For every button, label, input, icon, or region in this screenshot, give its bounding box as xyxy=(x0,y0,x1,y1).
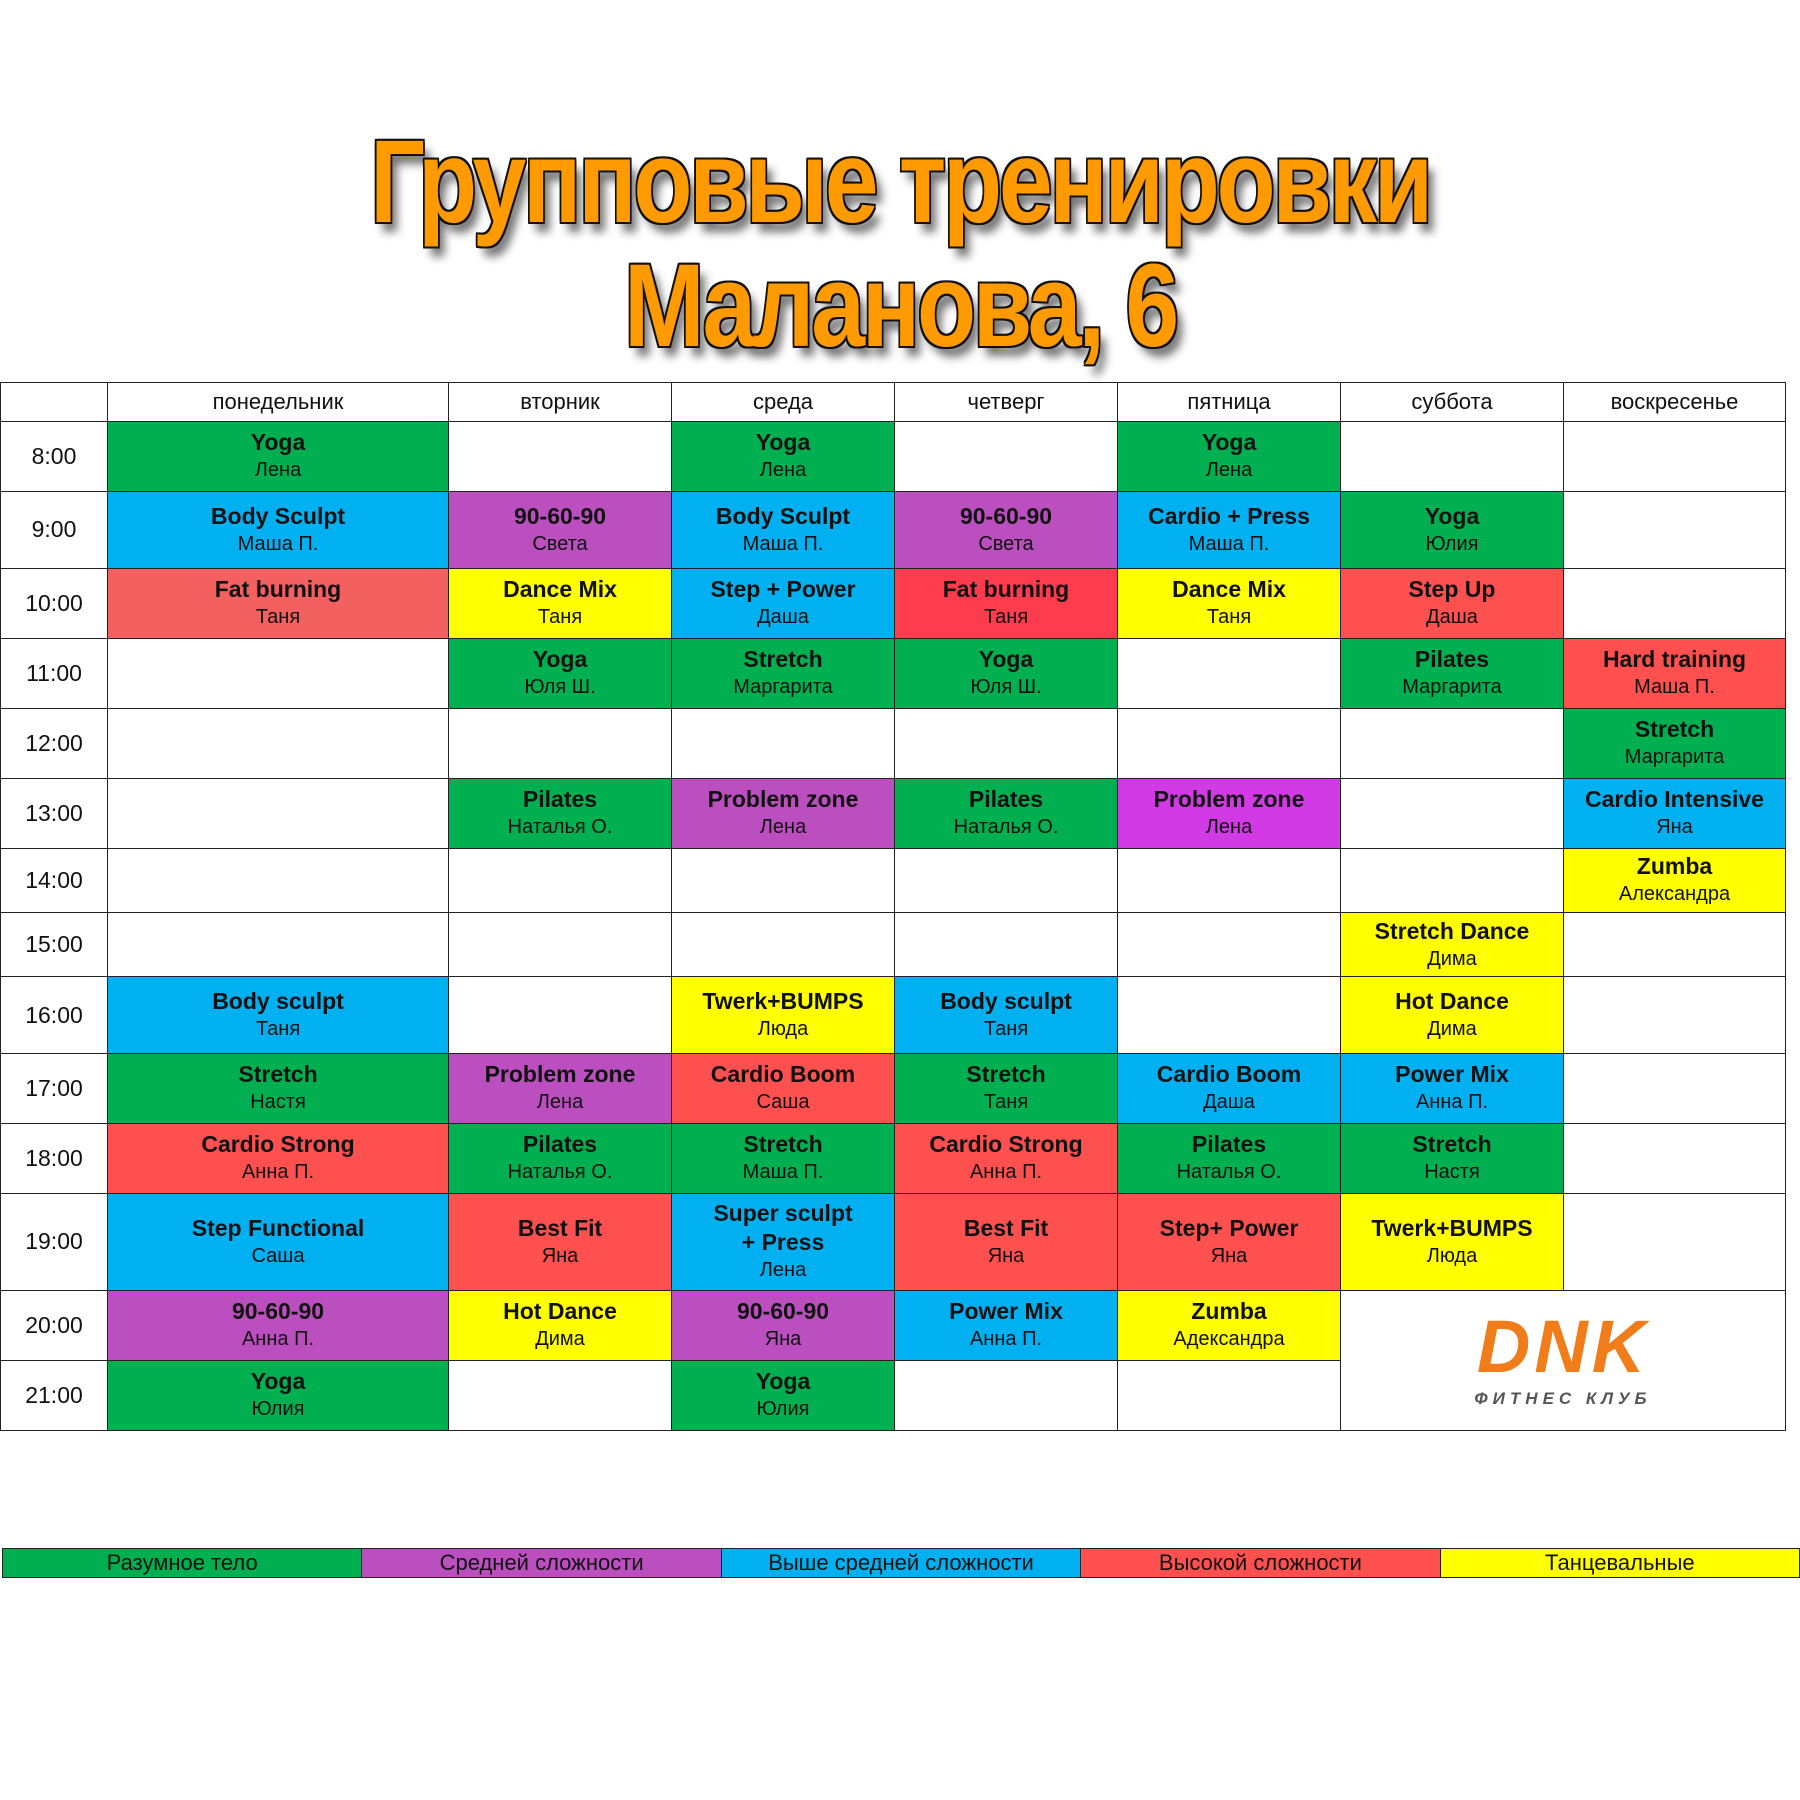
legend-item: Танцевальные xyxy=(1441,1549,1799,1577)
class-cell xyxy=(672,1290,895,1360)
class-cell xyxy=(672,568,895,638)
legend-item: Разумное тело xyxy=(3,1549,362,1577)
class-name: Step Up xyxy=(1408,576,1496,603)
day-header-5: суббота xyxy=(1341,383,1564,422)
class-name: Twerk+BUMPS xyxy=(1371,1214,1533,1241)
class-cell xyxy=(1564,778,1786,848)
empty-cell xyxy=(449,708,672,778)
empty-cell xyxy=(1564,977,1786,1054)
class-name: Stretch xyxy=(1634,716,1715,743)
time-label: 18:00 xyxy=(1,1123,108,1193)
class-cell xyxy=(1118,1290,1341,1360)
empty-cell xyxy=(449,848,672,912)
day-header-row xyxy=(1,383,1786,422)
class-name: Power Mix xyxy=(1395,1061,1509,1088)
class-name: Power Mix xyxy=(949,1298,1063,1325)
logo-cell xyxy=(1341,1290,1786,1430)
empty-cell xyxy=(1564,1053,1786,1123)
schedule-table xyxy=(0,382,1786,1431)
trainer-name: Маргарита xyxy=(1402,676,1502,699)
class-name: Body sculpt xyxy=(212,988,344,1015)
class-name: Stretch xyxy=(1412,1131,1492,1158)
class-name: Zumba xyxy=(1191,1298,1267,1325)
class-name: Yoga xyxy=(1424,502,1480,529)
empty-cell xyxy=(1341,422,1564,492)
class-name: Step+ Power xyxy=(1159,1214,1299,1241)
class-cell xyxy=(672,977,895,1054)
class-cell xyxy=(108,1360,449,1430)
trainer-name: Саша xyxy=(251,1244,305,1267)
class-name: Stretch Dance xyxy=(1374,917,1530,944)
empty-cell xyxy=(895,1360,1118,1430)
trainer-name: Таня xyxy=(255,606,301,629)
class-name: Twerk+BUMPS xyxy=(702,988,864,1015)
class-name: 90-60-90 xyxy=(959,502,1053,529)
class-cell xyxy=(449,1123,672,1193)
class-cell xyxy=(1341,1193,1564,1290)
time-label: 12:00 xyxy=(1,708,108,778)
trainer-name: Маша П. xyxy=(1188,532,1270,555)
class-name: Stretch xyxy=(966,1061,1046,1088)
trainer-name: Анна П. xyxy=(241,1328,315,1351)
class-name: Fat burning xyxy=(942,576,1070,603)
time-label: 13:00 xyxy=(1,778,108,848)
trainer-name: Таня xyxy=(1206,606,1252,629)
class-name: Fat burning xyxy=(214,576,342,603)
class-cell xyxy=(672,1360,895,1430)
empty-cell xyxy=(449,422,672,492)
legend-item: Высокой сложности xyxy=(1081,1549,1440,1577)
class-cell xyxy=(108,422,449,492)
time-label: 16:00 xyxy=(1,977,108,1054)
trainer-name: Лена xyxy=(1205,459,1253,482)
empty-cell xyxy=(895,708,1118,778)
trainer-name: Адександра xyxy=(1173,1328,1285,1351)
class-cell xyxy=(108,568,449,638)
class-name: Pilates xyxy=(522,1131,598,1158)
class-cell xyxy=(1341,977,1564,1054)
empty-cell xyxy=(672,848,895,912)
class-name: Dance Mix xyxy=(1172,576,1286,603)
class-cell xyxy=(895,1053,1118,1123)
empty-cell xyxy=(108,848,449,912)
empty-cell xyxy=(449,1360,672,1430)
time-label: 17:00 xyxy=(1,1053,108,1123)
class-cell xyxy=(449,1053,672,1123)
time-row xyxy=(1,977,1786,1054)
empty-cell xyxy=(1564,491,1786,568)
trainer-name: Юлия xyxy=(251,1398,305,1421)
trainer-name: Дима xyxy=(1427,947,1477,970)
empty-cell xyxy=(1118,912,1341,976)
time-label: 15:00 xyxy=(1,912,108,976)
class-cell xyxy=(1341,1123,1564,1193)
time-label: 21:00 xyxy=(1,1360,108,1430)
day-header-4: пятница xyxy=(1118,383,1341,422)
time-row xyxy=(1,1123,1786,1193)
time-row xyxy=(1,1290,1786,1360)
class-cell xyxy=(672,1193,895,1290)
trainer-name: Лена xyxy=(759,459,807,482)
empty-cell xyxy=(672,708,895,778)
trainer-name: Лена xyxy=(254,459,302,482)
class-name: Hot Dance xyxy=(1395,988,1509,1015)
empty-cell xyxy=(1341,778,1564,848)
class-cell xyxy=(672,638,895,708)
class-cell xyxy=(672,422,895,492)
class-cell xyxy=(895,1193,1118,1290)
time-row xyxy=(1,568,1786,638)
time-row xyxy=(1,778,1786,848)
trainer-name: Александра xyxy=(1618,883,1731,906)
trainer-name: Маргарита xyxy=(733,676,833,699)
class-cell xyxy=(449,1290,672,1360)
empty-cell xyxy=(895,912,1118,976)
class-cell xyxy=(1341,912,1564,976)
time-row xyxy=(1,638,1786,708)
time-row xyxy=(1,491,1786,568)
trainer-name: Таня xyxy=(983,1018,1029,1041)
class-cell xyxy=(895,491,1118,568)
class-name: Pilates xyxy=(1191,1131,1267,1158)
class-cell xyxy=(1118,1123,1341,1193)
class-name: Problem zone xyxy=(484,1061,636,1088)
class-cell xyxy=(108,1290,449,1360)
class-cell xyxy=(1118,491,1341,568)
class-cell xyxy=(1341,491,1564,568)
legend-item: Выше средней сложности xyxy=(722,1549,1081,1577)
trainer-name: Лена xyxy=(759,816,807,839)
class-name: Yoga xyxy=(978,646,1034,673)
class-name: Yoga xyxy=(755,1368,811,1395)
schedule-body xyxy=(1,422,1786,1431)
class-cell xyxy=(1118,1053,1341,1123)
time-row xyxy=(1,912,1786,976)
empty-cell xyxy=(1564,422,1786,492)
trainer-name: Таня xyxy=(537,606,583,629)
class-name: Body Sculpt xyxy=(715,502,851,529)
trainer-name: Таня xyxy=(983,606,1029,629)
class-cell xyxy=(1118,422,1341,492)
difficulty-legend xyxy=(2,1548,1800,1578)
class-name: Cardio Strong xyxy=(201,1131,355,1158)
trainer-name: Анна П. xyxy=(1415,1091,1489,1114)
class-name: Yoga xyxy=(1201,429,1257,456)
logo-letters: DNK xyxy=(1476,1311,1650,1382)
class-cell xyxy=(895,778,1118,848)
class-name: Hot Dance xyxy=(503,1298,617,1325)
trainer-name: Лена xyxy=(1205,816,1253,839)
time-label: 20:00 xyxy=(1,1290,108,1360)
class-name: Stretch xyxy=(238,1061,318,1088)
day-header-6: воскресенье xyxy=(1564,383,1786,422)
class-cell xyxy=(1341,1053,1564,1123)
class-cell xyxy=(449,568,672,638)
class-cell xyxy=(108,977,449,1054)
class-name: Zumba xyxy=(1636,853,1713,880)
class-cell xyxy=(108,1193,449,1290)
class-name: Dance Mix xyxy=(503,576,617,603)
time-label: 14:00 xyxy=(1,848,108,912)
empty-cell xyxy=(895,422,1118,492)
club-logo xyxy=(1448,1312,1678,1409)
class-name: Body Sculpt xyxy=(210,502,346,529)
trainer-name: Анна П. xyxy=(969,1328,1043,1351)
trainer-name: Маша П. xyxy=(1634,676,1715,699)
class-cell xyxy=(108,1123,449,1193)
time-label: 11:00 xyxy=(1,638,108,708)
class-cell xyxy=(449,1193,672,1290)
class-name: Pilates xyxy=(1414,646,1490,673)
class-name: Best Fit xyxy=(963,1214,1049,1241)
class-cell xyxy=(1118,778,1341,848)
class-name: 90-60-90 xyxy=(513,502,607,529)
page-title-line1: Групповые тренировки xyxy=(370,116,1430,248)
day-header-1: вторник xyxy=(449,383,672,422)
trainer-name: Люда xyxy=(1426,1244,1478,1267)
class-cell xyxy=(895,977,1118,1054)
empty-cell xyxy=(1564,568,1786,638)
logo-mark xyxy=(1448,1312,1678,1382)
class-cell xyxy=(449,491,672,568)
class-cell xyxy=(108,1053,449,1123)
legend-item: Средней сложности xyxy=(362,1549,721,1577)
day-header-3: четверг xyxy=(895,383,1118,422)
class-cell xyxy=(1118,1193,1341,1290)
class-name: 90-60-90 xyxy=(736,1298,830,1325)
trainer-name: Люда xyxy=(757,1018,809,1041)
corner-cell xyxy=(1,383,108,422)
empty-cell xyxy=(1564,1123,1786,1193)
class-name: Cardio Strong xyxy=(929,1131,1083,1158)
trainer-name: Наталья О. xyxy=(507,1161,613,1184)
class-cell xyxy=(895,1290,1118,1360)
trainer-name: Таня xyxy=(983,1091,1029,1114)
trainer-name: Анна П. xyxy=(241,1161,315,1184)
time-label: 8:00 xyxy=(1,422,108,492)
class-name: Pilates xyxy=(522,786,598,813)
trainer-name: Юлия xyxy=(756,1398,810,1421)
class-cell xyxy=(672,1053,895,1123)
trainer-name: Наталья О. xyxy=(507,816,613,839)
class-name: Yoga xyxy=(250,429,306,456)
trainer-name: Саша xyxy=(756,1091,810,1114)
empty-cell xyxy=(108,912,449,976)
day-header-0: понедельник xyxy=(108,383,449,422)
empty-cell xyxy=(108,638,449,708)
empty-cell xyxy=(1118,638,1341,708)
class-name: Stretch xyxy=(743,1131,823,1158)
trainer-name: Наталья О. xyxy=(953,816,1059,839)
empty-cell xyxy=(1564,1193,1786,1290)
class-name: Best Fit xyxy=(517,1214,603,1241)
time-row xyxy=(1,708,1786,778)
trainer-name: Юля Ш. xyxy=(970,676,1042,699)
class-name: Hard training xyxy=(1602,646,1747,673)
class-cell xyxy=(1341,568,1564,638)
class-cell xyxy=(1564,708,1786,778)
class-name: Stretch xyxy=(743,646,823,673)
time-label: 19:00 xyxy=(1,1193,108,1290)
empty-cell xyxy=(449,912,672,976)
class-name: Problem zone xyxy=(707,786,859,813)
trainer-name: Яна xyxy=(1210,1244,1248,1267)
trainer-name: Лена xyxy=(759,1259,807,1282)
empty-cell xyxy=(1564,912,1786,976)
empty-cell xyxy=(1341,848,1564,912)
empty-cell xyxy=(449,977,672,1054)
time-row xyxy=(1,422,1786,492)
trainer-name: Дима xyxy=(1427,1018,1477,1041)
class-name: Cardio + Press xyxy=(1148,502,1310,529)
empty-cell xyxy=(1118,708,1341,778)
trainer-name: Яна xyxy=(987,1244,1025,1267)
class-name: Pilates xyxy=(968,786,1044,813)
empty-cell xyxy=(1118,848,1341,912)
class-name: Yoga xyxy=(532,646,588,673)
trainer-name: Даша xyxy=(1426,606,1478,629)
page-title-line2: Маланова, 6 xyxy=(624,240,1176,372)
trainer-name: Яна xyxy=(764,1328,802,1351)
class-name: Yoga xyxy=(250,1368,306,1395)
trainer-name: Настя xyxy=(250,1091,306,1114)
class-cell xyxy=(672,1123,895,1193)
day-header-2: среда xyxy=(672,383,895,422)
class-cell xyxy=(672,491,895,568)
trainer-name: Даша xyxy=(1203,1091,1255,1114)
trainer-name: Маша П. xyxy=(742,1161,824,1184)
time-label: 9:00 xyxy=(1,491,108,568)
trainer-name: Света xyxy=(532,532,588,555)
class-cell xyxy=(1118,568,1341,638)
trainer-name: Таня xyxy=(255,1018,301,1041)
trainer-name: Юлия xyxy=(1425,532,1479,555)
trainer-name: Света xyxy=(978,532,1034,555)
empty-cell xyxy=(672,912,895,976)
class-name: 90-60-90 xyxy=(231,1298,325,1325)
class-name: Body sculpt xyxy=(940,988,1072,1015)
class-cell xyxy=(895,638,1118,708)
class-cell xyxy=(108,491,449,568)
class-name: Step Functional xyxy=(191,1214,365,1241)
class-name: Yoga xyxy=(755,429,811,456)
class-cell xyxy=(1341,638,1564,708)
time-row xyxy=(1,1053,1786,1123)
trainer-name: Маргарита xyxy=(1624,746,1725,769)
time-row xyxy=(1,1193,1786,1290)
empty-cell xyxy=(1341,708,1564,778)
class-cell xyxy=(1564,638,1786,708)
time-row xyxy=(1,848,1786,912)
trainer-name: Дима xyxy=(535,1328,585,1351)
trainer-name: Юля Ш. xyxy=(524,676,596,699)
trainer-name: Яна xyxy=(1656,816,1693,839)
class-cell xyxy=(449,638,672,708)
class-cell xyxy=(672,778,895,848)
class-name: Cardio Boom xyxy=(710,1061,856,1088)
class-cell xyxy=(895,1123,1118,1193)
trainer-name: Маша П. xyxy=(742,532,824,555)
trainer-name: Даша xyxy=(757,606,809,629)
class-cell xyxy=(1564,848,1786,912)
class-name: Super sculpt + Press xyxy=(713,1200,853,1256)
empty-cell xyxy=(1118,1360,1341,1430)
empty-cell xyxy=(108,708,449,778)
class-name: Problem zone xyxy=(1153,786,1305,813)
class-name: Cardio Boom xyxy=(1156,1061,1302,1088)
class-name: Step + Power xyxy=(710,576,856,603)
class-cell xyxy=(449,778,672,848)
empty-cell xyxy=(108,778,449,848)
trainer-name: Наталья О. xyxy=(1176,1161,1282,1184)
trainer-name: Яна xyxy=(541,1244,579,1267)
class-cell xyxy=(895,568,1118,638)
time-label: 10:00 xyxy=(1,568,108,638)
empty-cell xyxy=(1118,977,1341,1054)
logo-subtitle: ФИТНЕС КЛУБ xyxy=(1474,1388,1652,1408)
trainer-name: Анна П. xyxy=(969,1161,1043,1184)
trainer-name: Лена xyxy=(536,1091,584,1114)
class-name: Cardio Intensive xyxy=(1585,786,1764,813)
trainer-name: Маша П. xyxy=(237,532,319,555)
trainer-name: Настя xyxy=(1424,1161,1480,1184)
empty-cell xyxy=(895,848,1118,912)
